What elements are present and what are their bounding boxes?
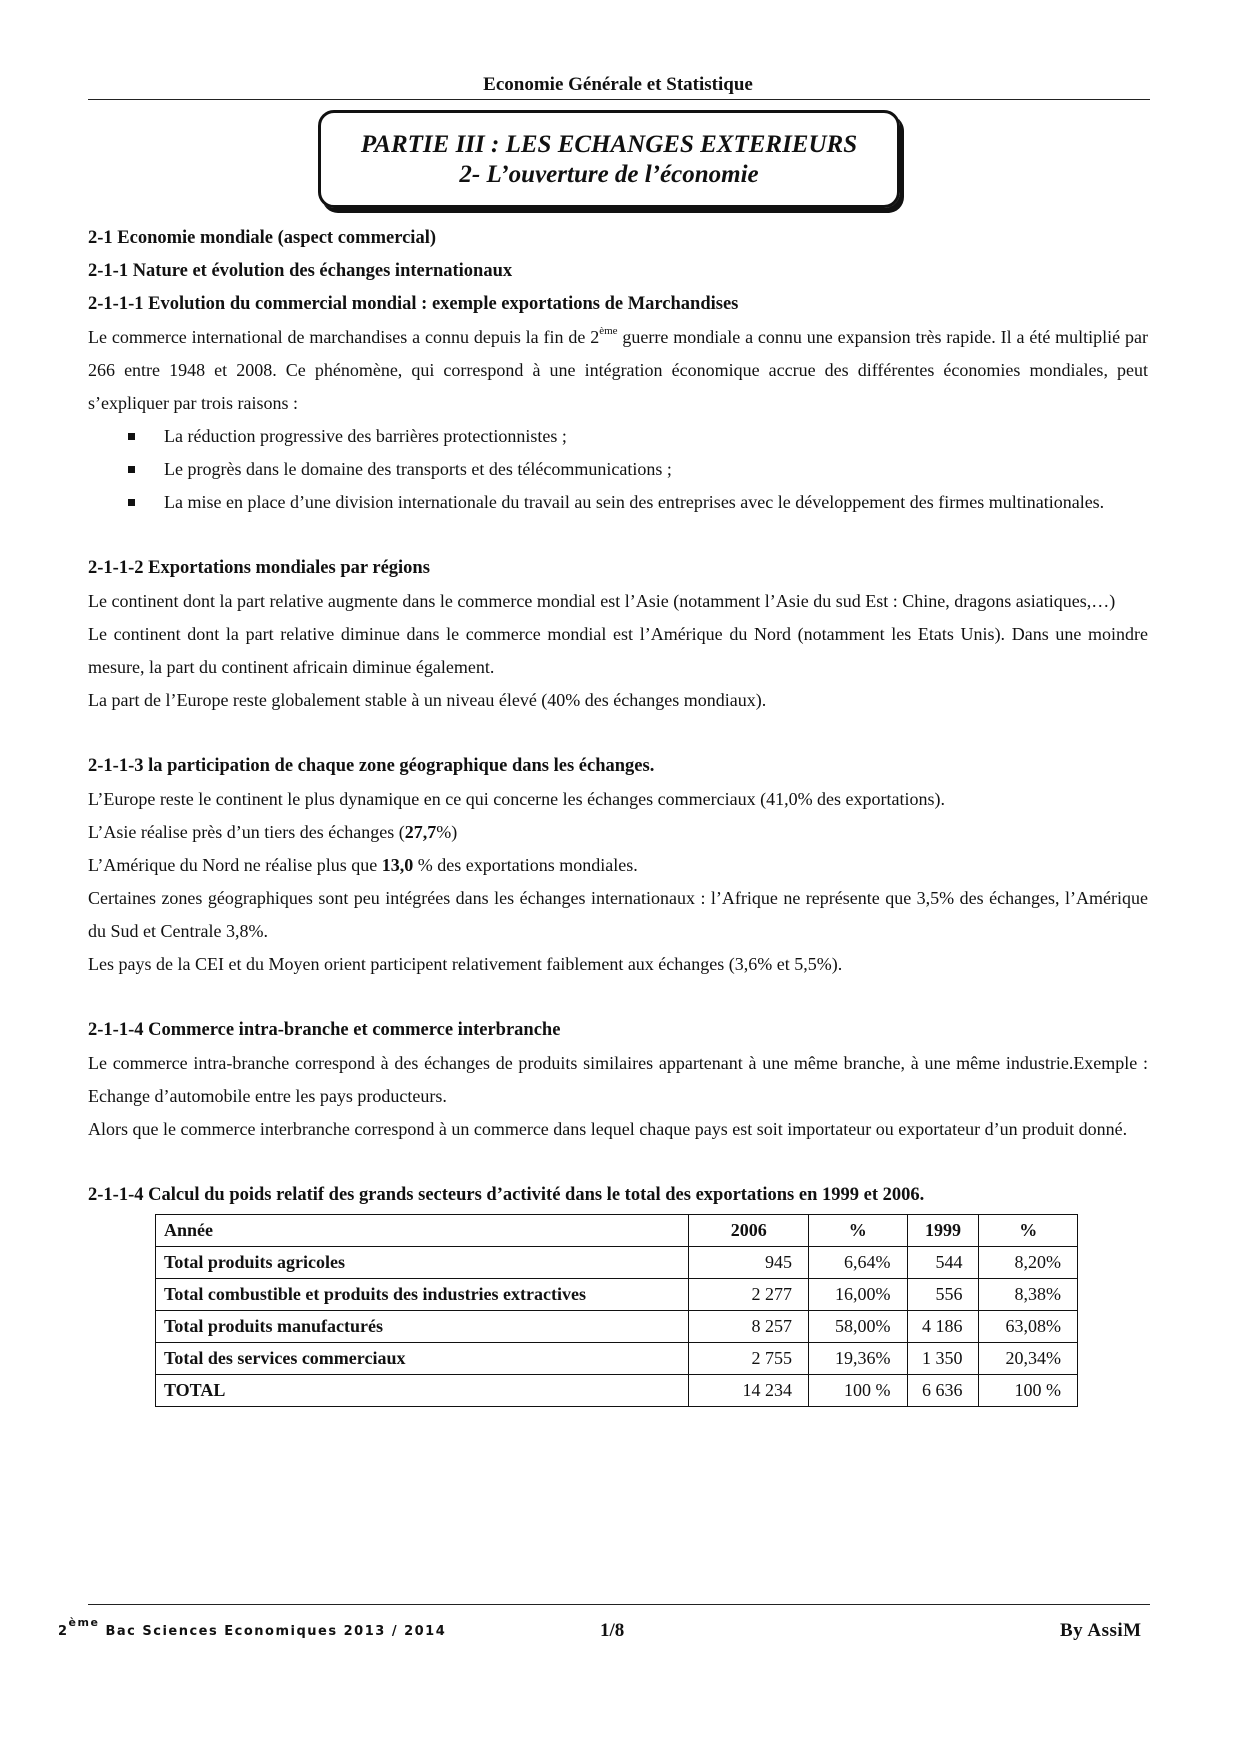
table-cell: 2 277: [689, 1279, 809, 1311]
table-cell: 63,08%: [979, 1311, 1078, 1343]
table-cell: 544: [907, 1247, 979, 1279]
table-cell: Total produits agricoles: [156, 1247, 689, 1279]
table-cell: 556: [907, 1279, 979, 1311]
list-item: [88, 486, 1148, 519]
bold-value: 27,7: [404, 822, 437, 842]
section-heading-2-1-1: 2-1-1 Nature et évolution des échanges internationaux: [88, 261, 513, 281]
table-cell: Total produits manufacturés: [156, 1311, 689, 1343]
section-heading-2-1-1-1: 2-1-1-1 Evolution du commercial mondial : exemple exportations de Marchandises: [88, 294, 739, 314]
footer-author: By AssiM: [1060, 1620, 1142, 1641]
paragraph: La part de l’Europe reste globalement stable à un niveau élevé (40% des échanges mondiaux).: [88, 690, 767, 710]
footer-course-label: [58, 1616, 447, 1639]
text-run: L’Amérique du Nord ne réalise plus que: [88, 855, 382, 875]
bold-value: 13,0: [381, 855, 414, 875]
list-item-text: La mise en place d’une division internationale du travail au sein des entreprises avec le développement des firmes multinationales.: [164, 492, 1105, 512]
table-cell: TOTAL: [156, 1375, 689, 1407]
paragraph: Certaines zones géographiques sont peu intégrées dans les échanges internationaux : l’Afrique ne représente que 3,5% des échanges, l’Amérique du Sud et Centrale 3,8%.: [88, 888, 1148, 941]
list-item: [88, 453, 1148, 486]
table-cell: 8 257: [689, 1311, 809, 1343]
paragraph: L’Europe reste le continent le plus dynamique en ce qui concerne les échanges commerciaux (41,0% des exportations).: [88, 789, 946, 809]
paragraph: Le commerce intra-branche correspond à des échanges de produits similaires appartenant à une même branche, à une même industrie.Exemple : Echange d’automobile entre les pays producteurs.: [88, 1053, 1148, 1106]
table-cell: 4 186: [907, 1311, 979, 1343]
section-heading-2-1-1-4-calcul: 2-1-1-4 Calcul du poids relatif des grands secteurs d’activité dans le total des exportations en 1999 et 2006.: [88, 1185, 925, 1205]
table-cell: 20,34%: [979, 1343, 1078, 1375]
table-cell: 8,38%: [979, 1279, 1078, 1311]
paragraph: Les pays de la CEI et du Moyen orient participent relativement faiblement aux échanges (3,6% et 5,5%).: [88, 954, 843, 974]
section-heading-2-1-1-3: 2-1-1-3 la participation de chaque zone géographique dans les échanges.: [88, 756, 655, 776]
table-cell: Total combustible et produits des industries extractives: [156, 1279, 689, 1311]
paragraph: [88, 849, 1148, 882]
square-bullet-icon: [128, 466, 135, 473]
text-run: guerre mondiale a connu une expansion très rapide. Il a été multiplié par 266 entre 1948 et 2008. Ce phénomène, qui correspond à une intégration économique accrue des différentes économies mondiales, peut s’expliquer par trois raisons :: [88, 327, 1148, 413]
chapter-title-line1: PARTIE III : LES ECHANGES EXTERIEURS: [360, 131, 858, 158]
bullet-list: [88, 420, 1148, 519]
chapter-title-line2: 2- L’ouverture de l’économie: [459, 161, 759, 188]
text-run: Le commerce international de marchandises a connu depuis la fin de 2: [88, 327, 600, 347]
paragraph: Le continent dont la part relative diminue dans le commerce mondial est l’Amérique du Nord (notamment les Etats Unis). Dans une moindre mesure, la part du continent africain diminue également.: [88, 624, 1148, 677]
column-header: Année: [156, 1215, 689, 1247]
column-header: 2006: [689, 1215, 809, 1247]
table-cell: 8,20%: [979, 1247, 1078, 1279]
table-cell: 100 %: [809, 1375, 908, 1407]
text-run: Bac Sciences Economiques 2013 / 2014: [99, 1624, 447, 1639]
table-cell: Total des services commerciaux: [156, 1343, 689, 1375]
square-bullet-icon: [128, 499, 135, 506]
table-cell: 100 %: [979, 1375, 1078, 1407]
table-cell: 14 234: [689, 1375, 809, 1407]
table-header-row: [156, 1215, 1078, 1247]
document-body: [88, 222, 1148, 1407]
footer-divider: [88, 1604, 1150, 1605]
page-number: 1/8: [600, 1620, 625, 1641]
table-cell: 58,00%: [809, 1311, 908, 1343]
section-heading-2-1-1-4-intra: 2-1-1-4 Commerce intra-branche et commerce interbranche: [88, 1020, 561, 1040]
chapter-title-box: [318, 110, 900, 208]
superscript: ème: [599, 325, 618, 337]
table-row: [156, 1311, 1078, 1343]
text-run: 2: [58, 1624, 69, 1639]
text-run: L’Asie réalise près d’un tiers des échanges (: [88, 822, 405, 842]
square-bullet-icon: [128, 433, 135, 440]
table-cell: 6 636: [907, 1375, 979, 1407]
table-cell: 2 755: [689, 1343, 809, 1375]
table-cell: 16,00%: [809, 1279, 908, 1311]
table-cell: 19,36%: [809, 1343, 908, 1375]
column-header: %: [809, 1215, 908, 1247]
column-header: 1999: [907, 1215, 979, 1247]
exports-table: [155, 1214, 1078, 1407]
section-heading-2-1-1-2: 2-1-1-2 Exportations mondiales par régions: [88, 558, 430, 578]
list-item-text: La réduction progressive des barrières protectionnistes ;: [164, 426, 567, 446]
header-divider: [88, 99, 1150, 100]
column-header: %: [979, 1215, 1078, 1247]
paragraph: Le continent dont la part relative augmente dans le commerce mondial est l’Asie (notamment l’Asie du sud Est : Chine, dragons asiatiques,…): [88, 591, 1116, 611]
text-run: % des exportations mondiales.: [413, 855, 638, 875]
list-item: [88, 420, 1148, 453]
table-cell: 945: [689, 1247, 809, 1279]
paragraph: [88, 321, 1148, 420]
text-run: %): [436, 822, 458, 842]
superscript: ème: [68, 1616, 100, 1629]
table-row: [156, 1343, 1078, 1375]
table-cell: 6,64%: [809, 1247, 908, 1279]
table-row: [156, 1247, 1078, 1279]
paragraph: [88, 816, 1148, 849]
table-cell: 1 350: [907, 1343, 979, 1375]
table-row: [156, 1279, 1078, 1311]
page-header-title: Economie Générale et Statistique: [483, 74, 753, 95]
list-item-text: Le progrès dans le domaine des transports et des télécommunications ;: [164, 459, 672, 479]
table-row-total: [156, 1375, 1078, 1407]
paragraph: Alors que le commerce interbranche correspond à un commerce dans lequel chaque pays est soit importateur ou exportateur d’un produit donné.: [88, 1119, 1128, 1139]
section-heading-2-1: 2-1 Economie mondiale (aspect commercial): [88, 228, 436, 248]
